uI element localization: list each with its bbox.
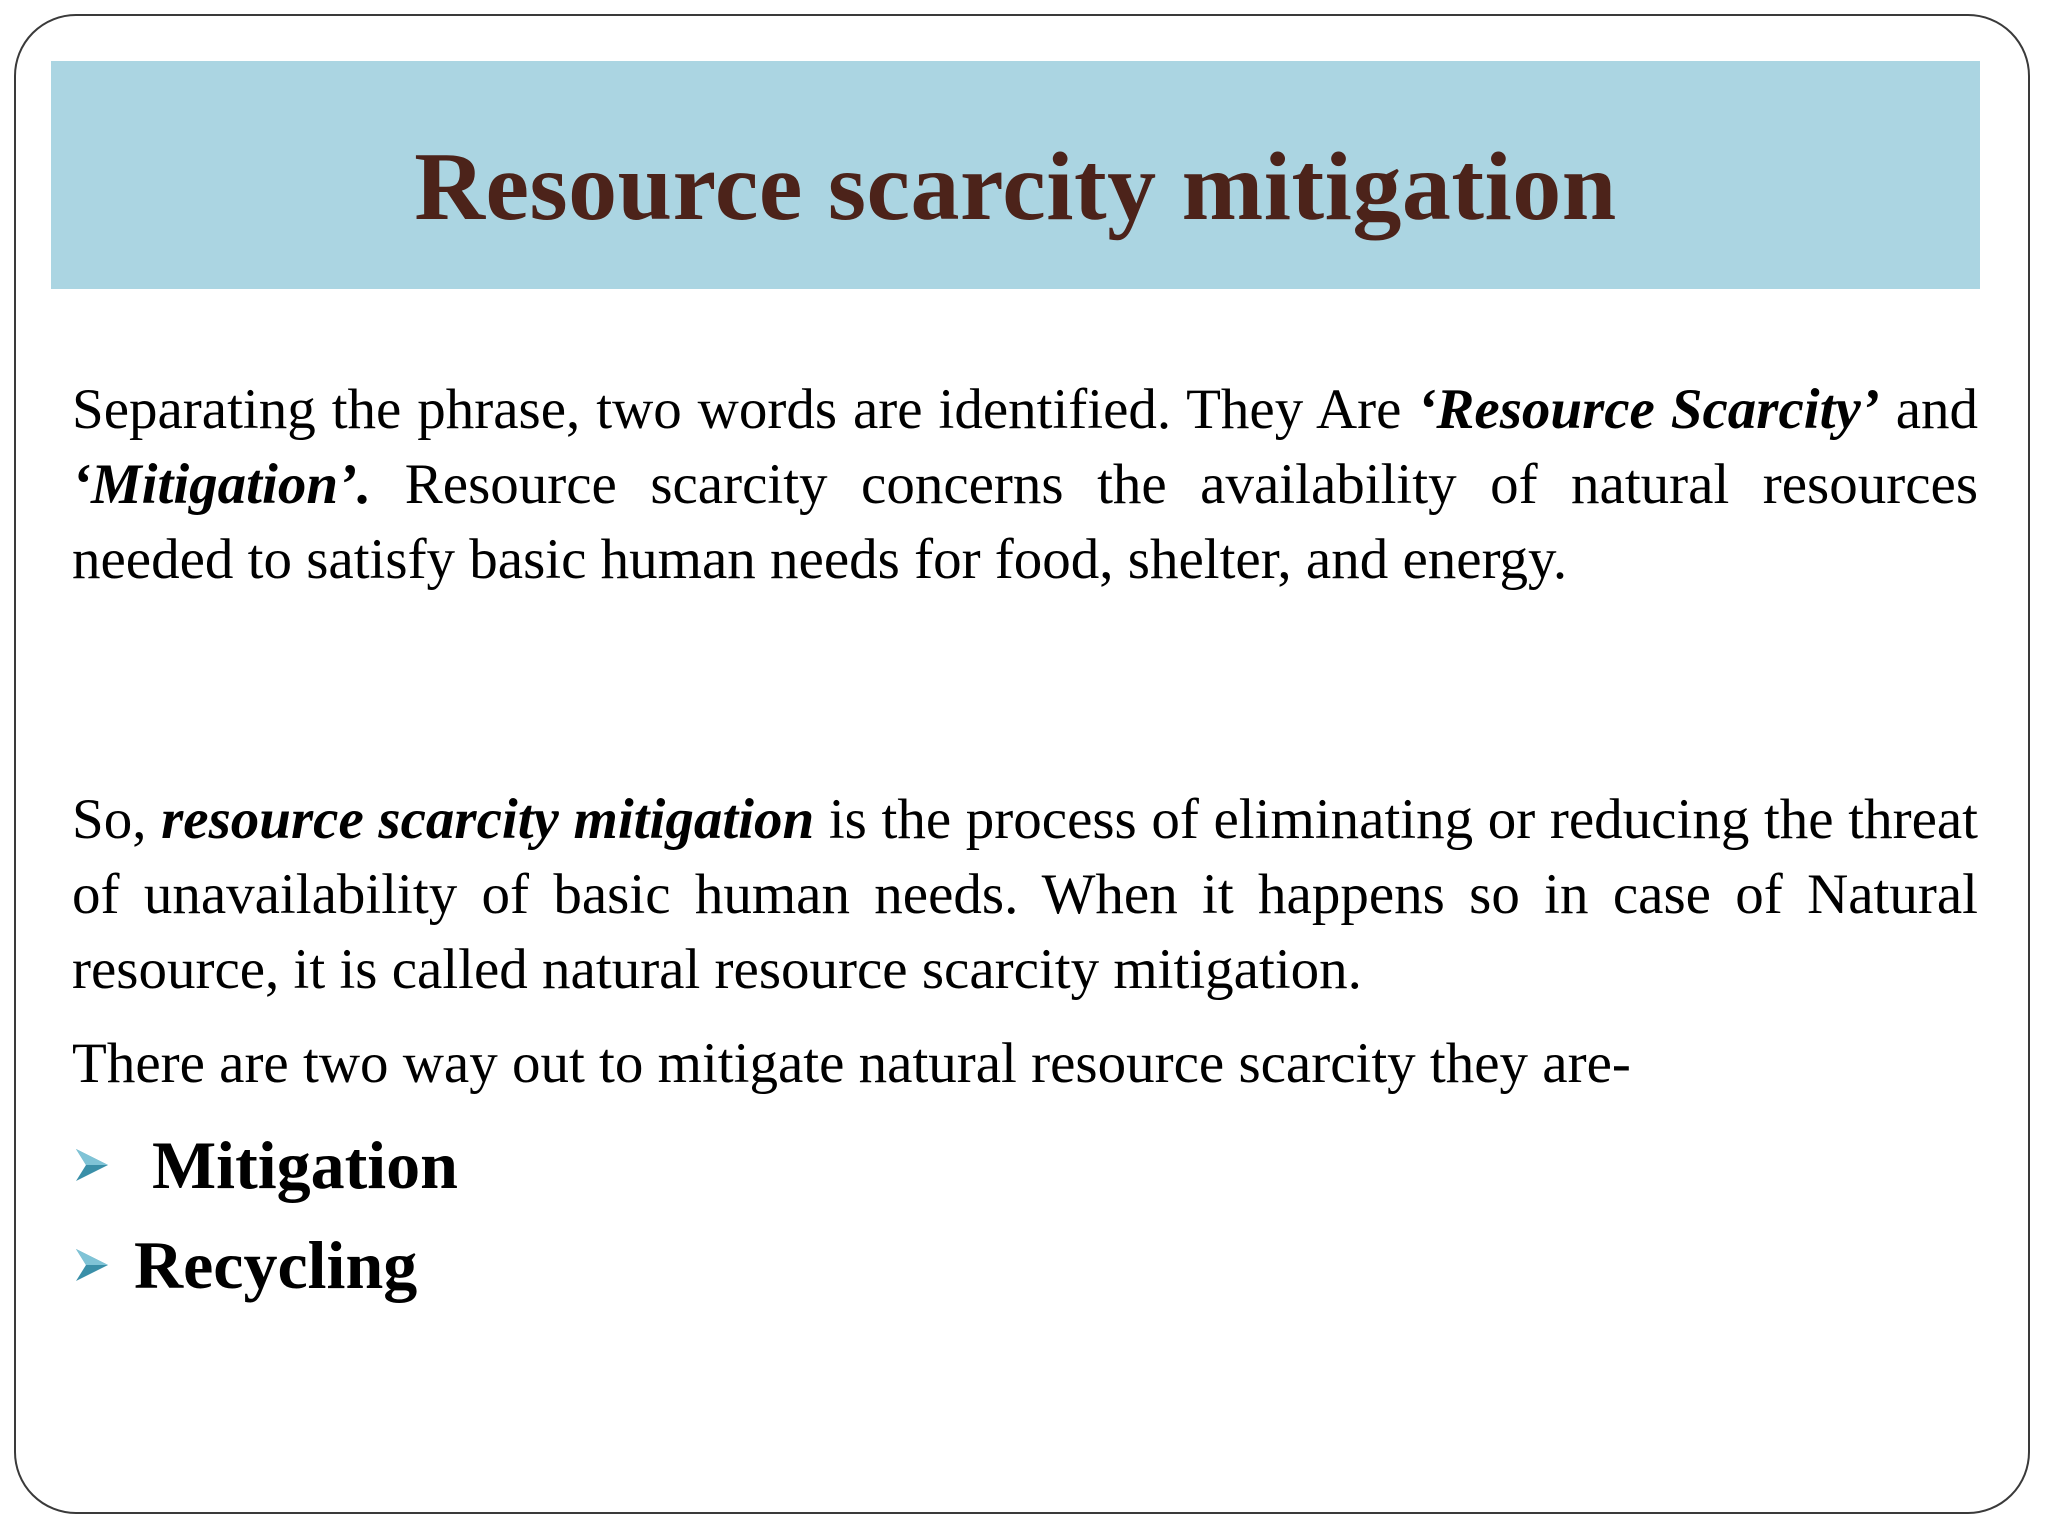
page-title: Resource scarcity mitigation: [414, 133, 1617, 241]
paragraph-text: is the process of eliminating or reducing the threat of unavailability of basic human needs. When it happens so in case of Natural resource, it is called natural resource scarcity mitigation.: [72, 788, 1978, 1001]
term-resource-scarcity: ‘Resource Scarcity’: [1417, 378, 1880, 441]
paragraph-text: So,: [72, 788, 162, 851]
paragraph-intro-list: There are two way out to mitigate natural resource scarcity they are-: [72, 1032, 1631, 1095]
paragraph-text: Resource scarcity concerns the availability of natural resources needed to satisfy basic human needs for food, shelter, and energy.: [72, 453, 1978, 591]
arrow-bullet-icon: [72, 1145, 112, 1185]
paragraph-text: Separating the phrase, two words are identified. They Are: [72, 378, 1418, 441]
paragraph-text: and: [1879, 378, 1978, 441]
term-resource-scarcity-mitigation: resource scarcity mitigation: [161, 788, 815, 851]
bullet-label-recycling: Recycling: [134, 1226, 418, 1303]
bullet-label-mitigation: Mitigation: [152, 1126, 458, 1203]
paragraph-explanation: [72, 782, 1978, 1007]
bullet-list: [72, 1115, 458, 1315]
arrow-bullet-icon: [72, 1245, 112, 1285]
paragraph-definition: [72, 372, 1978, 597]
term-mitigation: ‘Mitigation’.: [72, 453, 372, 516]
list-item: [72, 1115, 458, 1215]
list-item: [72, 1215, 458, 1315]
title-band: [51, 61, 1980, 289]
